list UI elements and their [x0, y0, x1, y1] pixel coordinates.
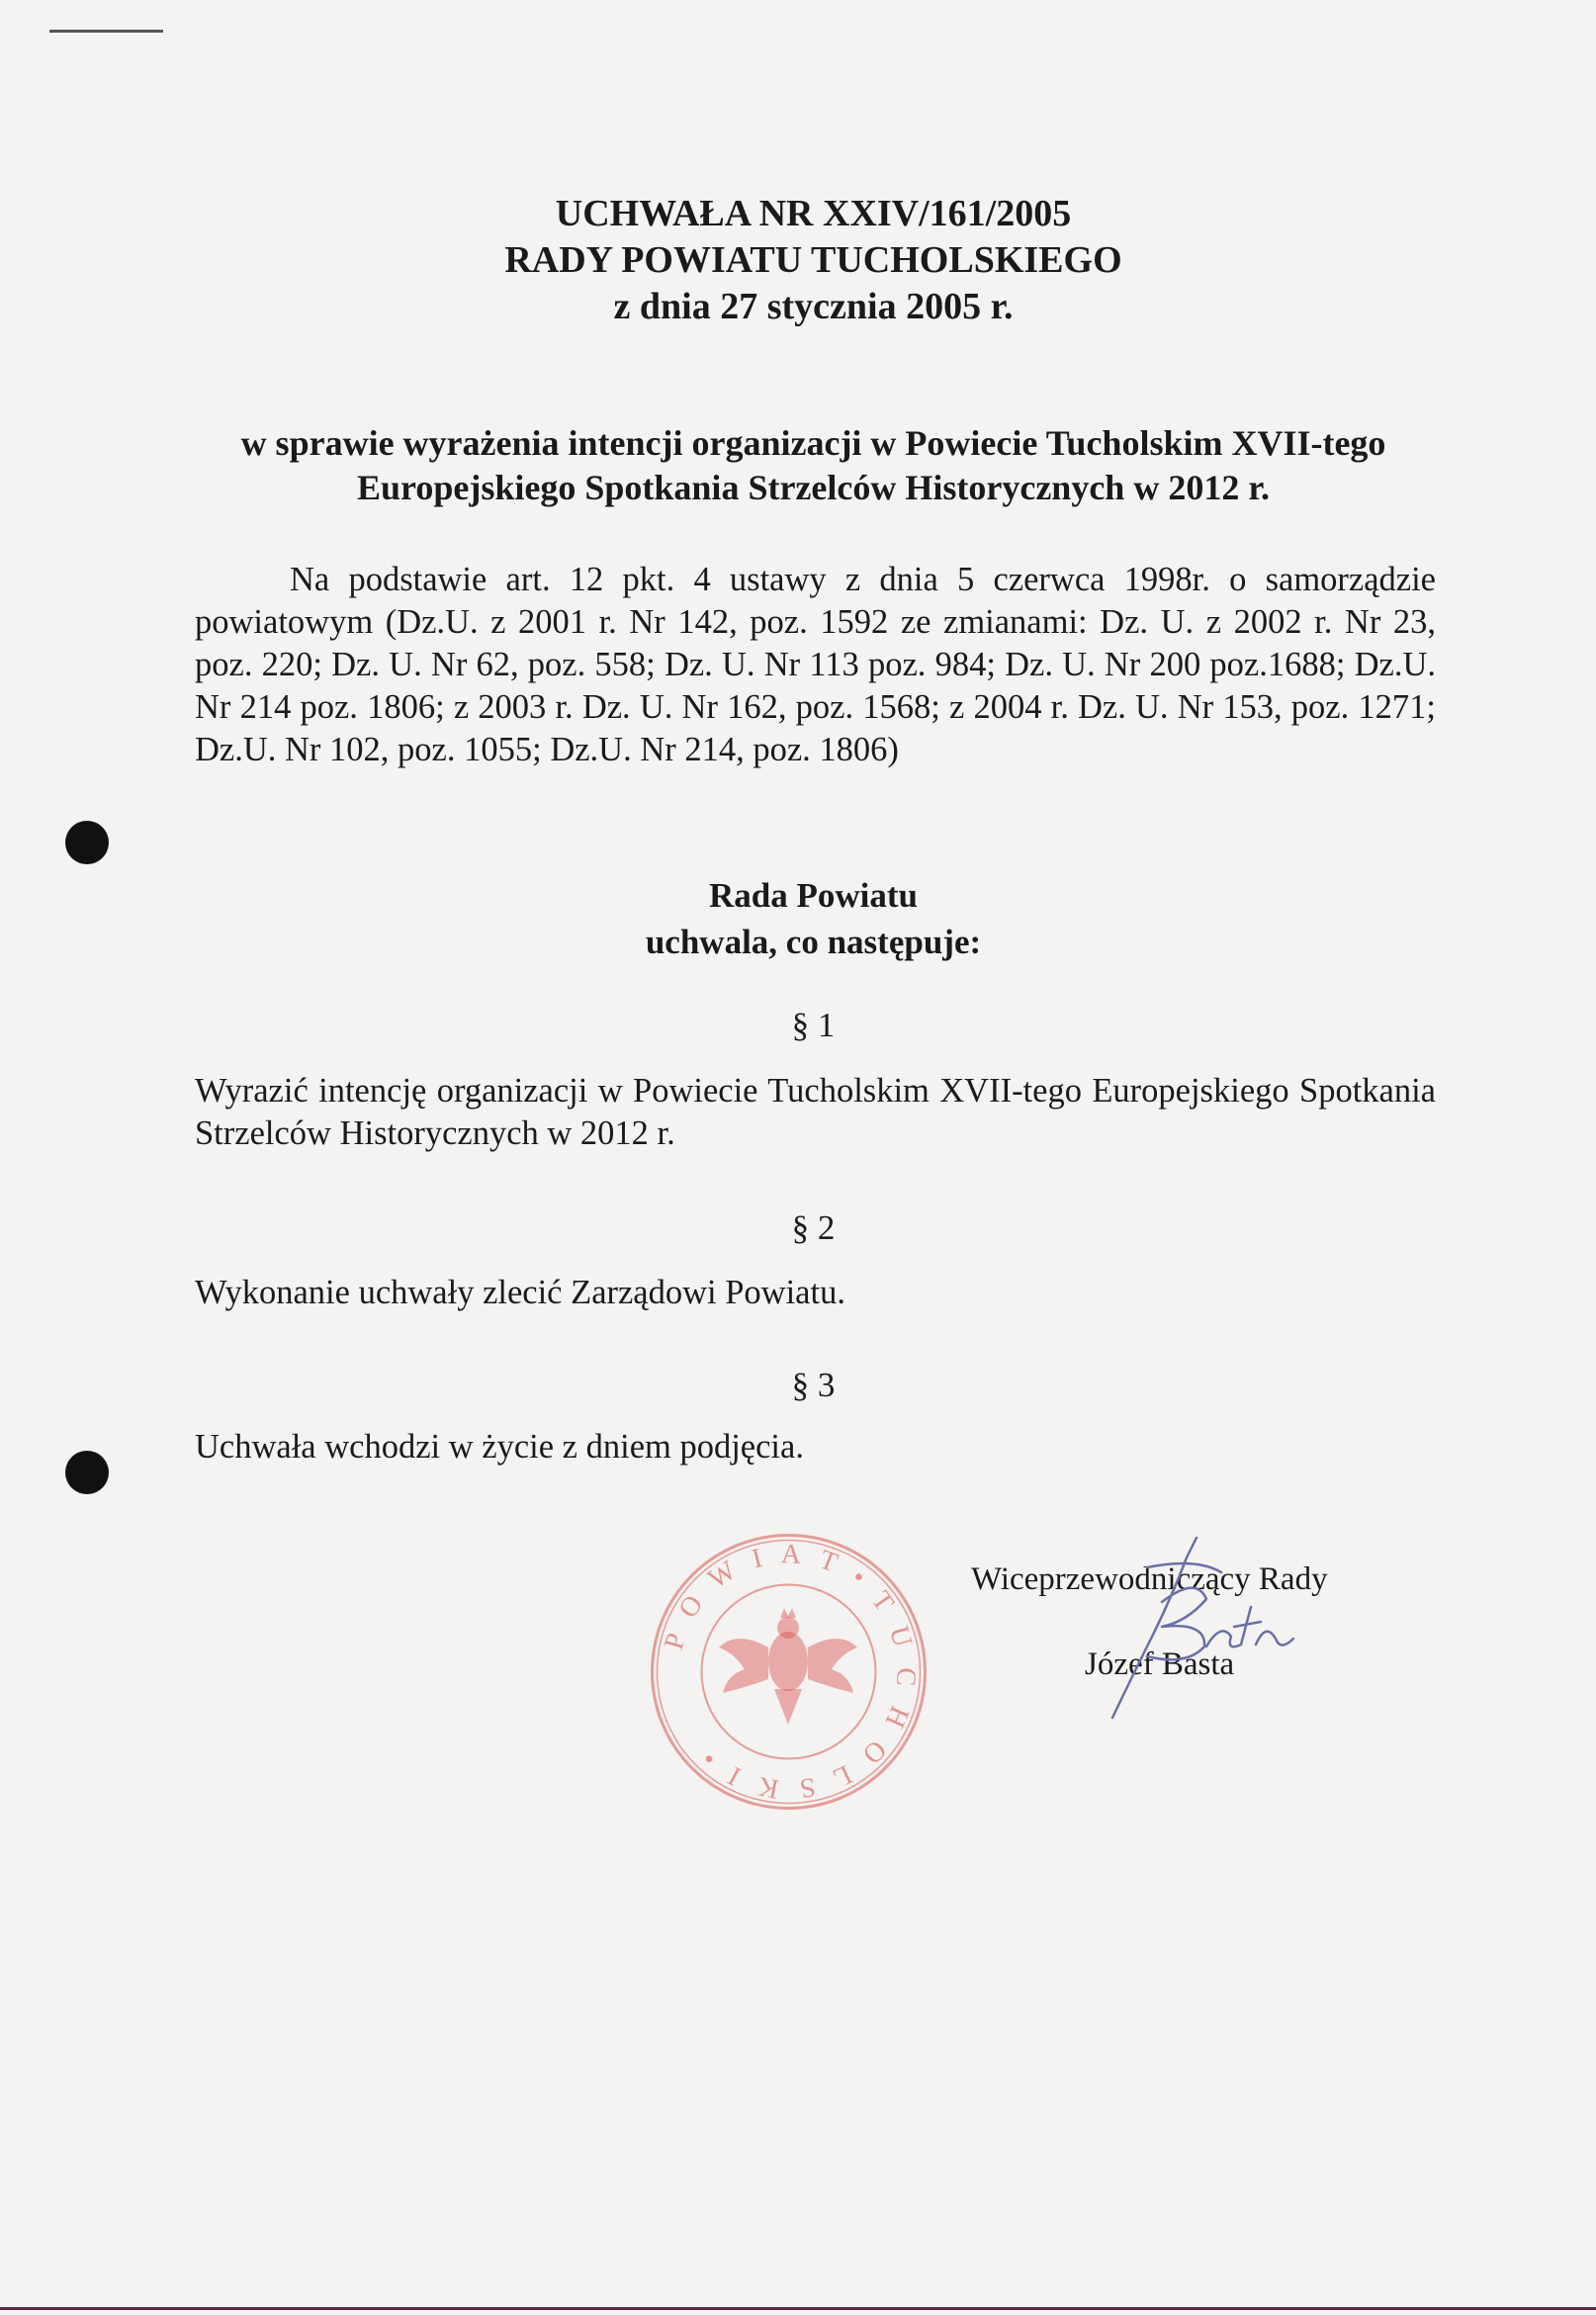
subject-line-2: Europejskiego Spotkania Strzelców Historycznych w 2012 r.: [357, 468, 1270, 507]
resolution-intro: [193, 872, 1434, 965]
scan-bottom-border: [0, 2307, 1596, 2310]
legal-basis: Na podstawie art. 12 pkt. 4 ustawy z dnia 5 czerwca 1998r. o samorządzie powiatowym (Dz.U. z 2001 r. Nr 142, poz. 1592 ze zmianami: Dz. U. z 2002 r. Nr 23, poz. 220; Dz. U. Nr 62, poz. 558; Dz. U. Nr 113 poz. 984; Dz. U. Nr 200 poz.1688; Dz.U. Nr 214 poz. 1806; z 2003 r. Dz. U. Nr 162, poz. 1568; z 2004 r. Dz. U. Nr 153, poz. 1271; Dz.U. Nr 102, poz. 1055; Dz.U. Nr 214, poz. 1806): [195, 561, 1436, 768]
title-line-3: z dnia 27 stycznia 2005 r.: [613, 286, 1014, 327]
document-title: [193, 191, 1434, 330]
punch-hole-top: [65, 821, 109, 864]
punch-hole-bottom: [65, 1451, 109, 1494]
document-subject: [193, 421, 1434, 510]
paragraph-1-text: Wyrazić intencję organizacji w Powiecie Tucholskim XVII-tego Europejskiego Spotkania Strzelców Historycznych w 2012 r.: [195, 1072, 1436, 1152]
paragraph-2-text: Wykonanie uchwały zlecić Zarządowi Powiatu.: [195, 1274, 845, 1311]
resolution-decides: uchwala, co następuje:: [645, 923, 982, 961]
signatory-name: Józef Basta: [1085, 1647, 1235, 1682]
resolution-body: Rada Powiatu: [709, 876, 918, 915]
title-line-2: RADY POWIATU TUCHOLSKIEGO: [504, 239, 1122, 281]
svg-text:P O W I A T • T U C H O L S K: P O W I A T • T U C H O L S K I •: [658, 1539, 923, 1805]
official-seal: [648, 1531, 930, 1813]
signatory-title: Wiceprzewodniczący Rady: [971, 1561, 1328, 1597]
subject-line-1: w sprawie wyrażenia intencji organizacji w Powiecie Tucholskim XVII-tego: [240, 423, 1386, 463]
paragraph-2-label: § 2: [791, 1208, 836, 1247]
paragraph-3-label: § 3: [791, 1366, 836, 1404]
handwritten-signature: [1038, 1528, 1315, 1726]
scan-edge-mark: [49, 30, 163, 33]
title-line-1: UCHWAŁA NR XXIV/161/2005: [555, 193, 1072, 234]
paragraph-1-label: § 1: [791, 1006, 836, 1044]
paragraph-3-text: Uchwała wchodzi w życie z dniem podjęcia.: [195, 1428, 804, 1466]
